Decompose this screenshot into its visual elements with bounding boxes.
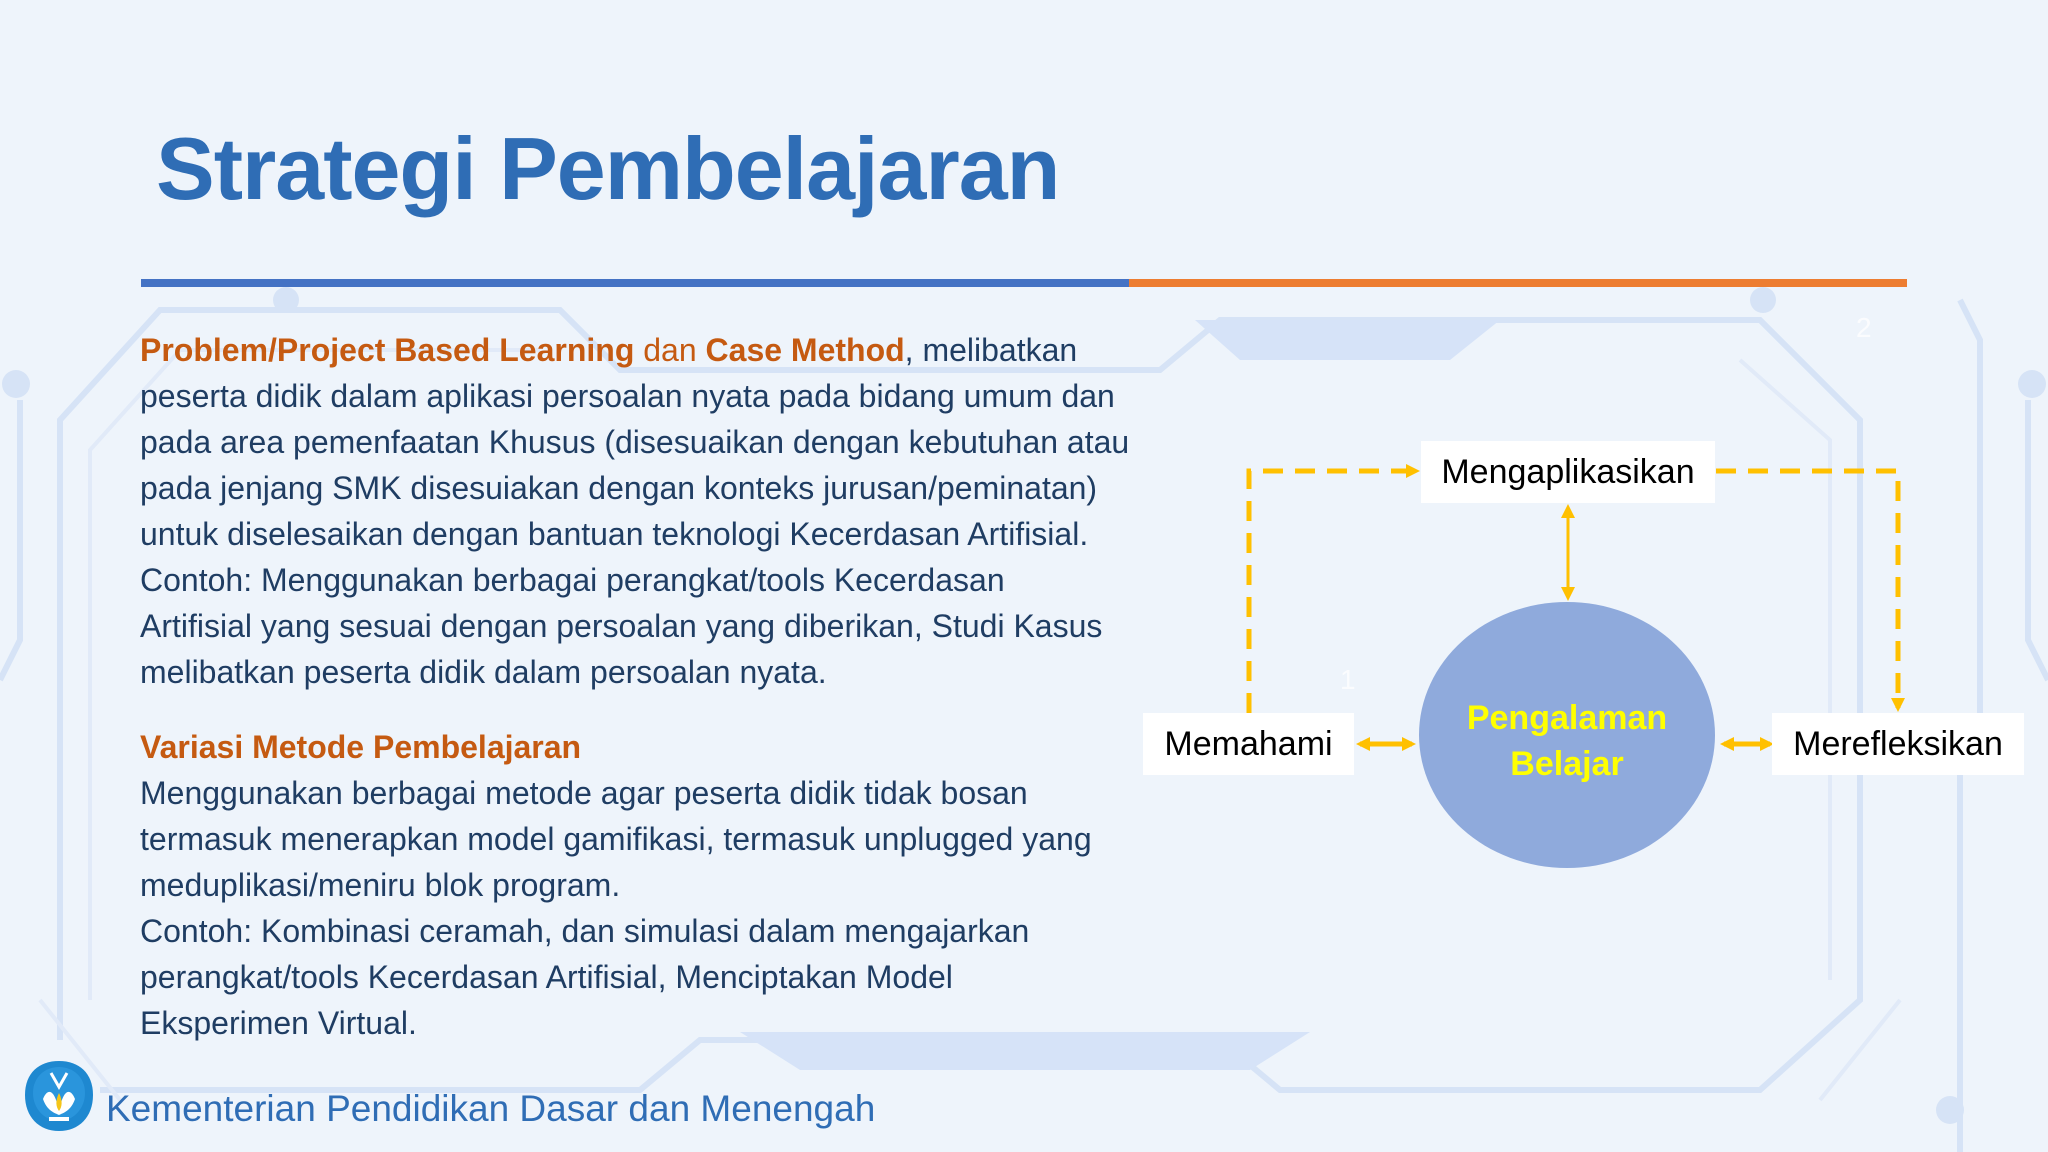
center-label bbox=[1419, 695, 1715, 787]
node-mengaplikasikan: Mengaplikasikan bbox=[1421, 441, 1715, 503]
paragraph-line: Artifisial yang sesuai dengan persoalan yang diberikan, Studi Kasus bbox=[140, 608, 1103, 644]
center-label-line2: Belajar bbox=[1510, 745, 1624, 783]
paragraph-line: meduplikasi/meniru blok program. bbox=[140, 867, 621, 903]
paragraph-line: peserta didik dalam aplikasi persoalan nyata pada bidang umum dan bbox=[140, 378, 1115, 414]
paragraph-line: pada jenjang SMK disesuiakan dengan konteks jurusan/peminatan) bbox=[140, 470, 1098, 506]
node-memahami: Memahami bbox=[1143, 713, 1354, 775]
slide-title: Strategi Pembelajaran bbox=[156, 119, 1060, 218]
paragraph-line: melibatkan peserta didik dalam persoalan nyata. bbox=[140, 654, 827, 690]
highlight-case-method: Case Method bbox=[705, 332, 905, 368]
paragraph-line: Eksperimen Virtual. bbox=[140, 1005, 417, 1041]
highlight-pbl: Problem/Project Based Learning bbox=[140, 332, 635, 368]
dashed-arrow-top-right bbox=[1716, 471, 1898, 708]
ministry-logo-icon bbox=[23, 1059, 95, 1133]
connector-text: dan bbox=[634, 332, 706, 368]
paragraph-line: Menggunakan berbagai metode agar peserta didik tidak bosan bbox=[140, 775, 1028, 811]
marker-2: 2 bbox=[1856, 312, 1872, 343]
footer-organization: Kementerian Pendidikan Dasar dan Menengah bbox=[106, 1088, 876, 1129]
marker-1: 1 bbox=[1340, 664, 1356, 695]
paragraph-line: pada area pemenfaatan Khusus (disesuaikan dengan kebutuhan atau bbox=[140, 424, 1130, 460]
paragraph-line: perangkat/tools Kecerdasan Artifisial, Menciptakan Model bbox=[140, 959, 953, 995]
dashed-arrow-left-top bbox=[1249, 471, 1416, 713]
paragraph-line: Contoh: Kombinasi ceramah, dan simulasi dalam mengajarkan bbox=[140, 913, 1030, 949]
section-heading: Variasi Metode Pembelajaran bbox=[140, 729, 582, 765]
line-rest: , melibatkan bbox=[904, 332, 1078, 368]
node-merefleksikan: Merefleksikan bbox=[1772, 713, 2024, 775]
paragraph-line: untuk diselesaikan dengan bantuan teknologi Kecerdasan Artifisial. bbox=[140, 516, 1089, 552]
center-label-line1: Pengalaman bbox=[1466, 699, 1668, 737]
paragraph-line: Contoh: Menggunakan berbagai perangkat/tools Kecerdasan bbox=[140, 562, 1005, 598]
paragraph-line: termasuk menerapkan model gamifikasi, termasuk unplugged yang bbox=[140, 821, 1092, 857]
